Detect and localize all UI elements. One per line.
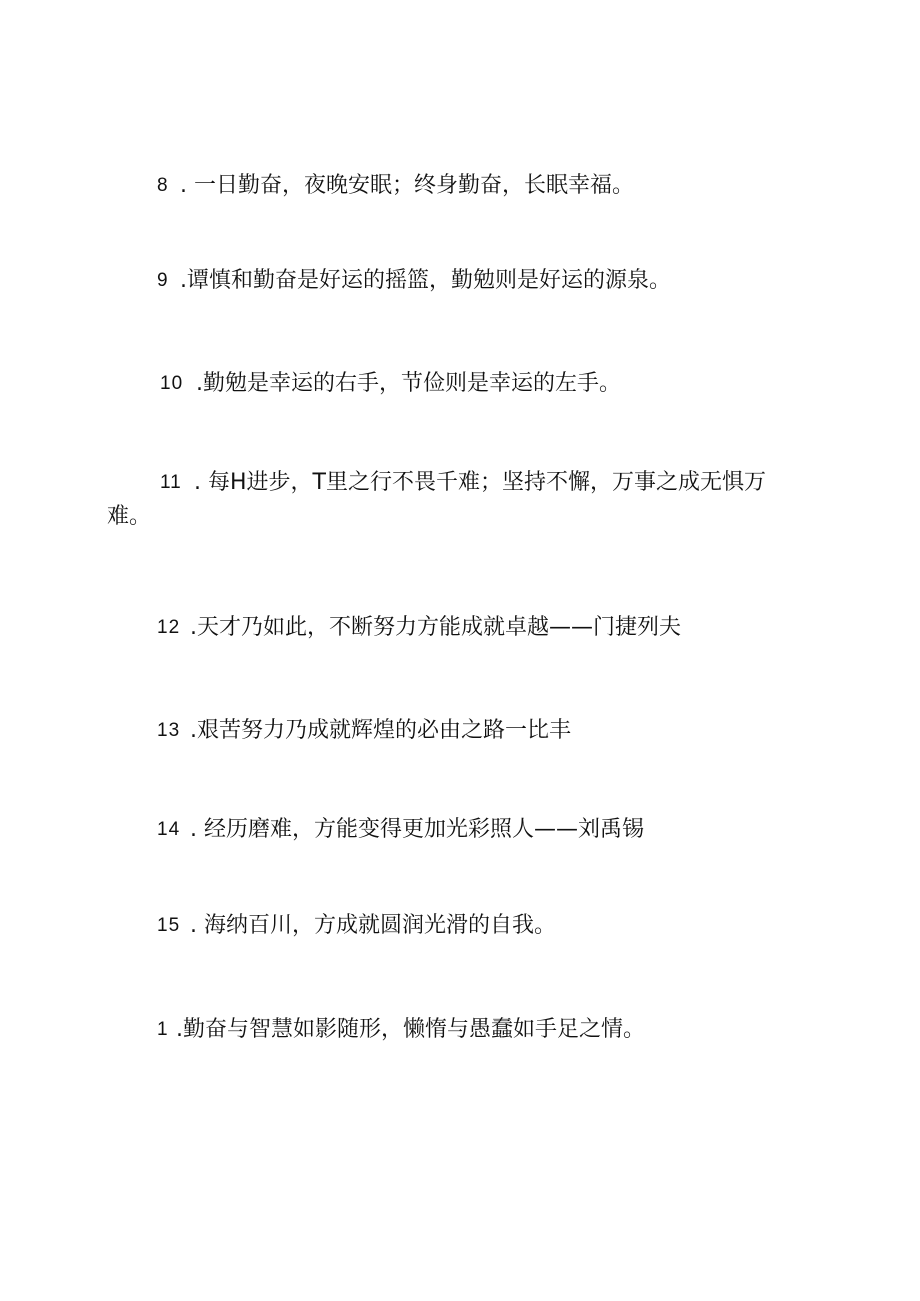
quote-text: .艰苦努力乃成就辉煌的必由之路一比丰 xyxy=(190,718,571,743)
quote-text: . 经历磨难，方能变得更加光彩照人——刘禹锡 xyxy=(190,817,644,842)
quote-number: 1 xyxy=(157,1019,169,1040)
quote-number: 12 xyxy=(157,617,181,638)
quote-number: 15 xyxy=(157,915,181,936)
quote-text-continuation: 难。 xyxy=(107,504,152,529)
quote-text: .勤勉是幸运的右手，节俭则是幸运的左手。 xyxy=(196,371,621,396)
quote-number: 10 xyxy=(160,373,184,394)
quote-number: 11 xyxy=(160,472,182,493)
quote-number: 8 xyxy=(157,175,169,196)
quote-text: . 一日勤奋，夜晚安眠；终身勤奋，长眠幸福。 xyxy=(180,173,634,198)
quote-text: . 海纳百川，方成就圆润光滑的自我。 xyxy=(190,913,556,938)
quote-number: 13 xyxy=(157,720,181,741)
quote-text: .勤奋与智慧如影随形，懒惰与愚蠢如手足之情。 xyxy=(176,1017,645,1042)
quote-text: . 每H进步，T里之行不畏千难；坚持不懈，万事之成无惧万 xyxy=(194,470,766,495)
quote-number: 9 xyxy=(157,270,169,291)
quote-number: 14 xyxy=(157,819,181,840)
quote-text: .天才乃如此，不断努力方能成就卓越——门捷列夫 xyxy=(190,615,681,640)
quote-text: .谭慎和勤奋是好运的摇篮，勤勉则是好运的源泉。 xyxy=(180,268,671,293)
